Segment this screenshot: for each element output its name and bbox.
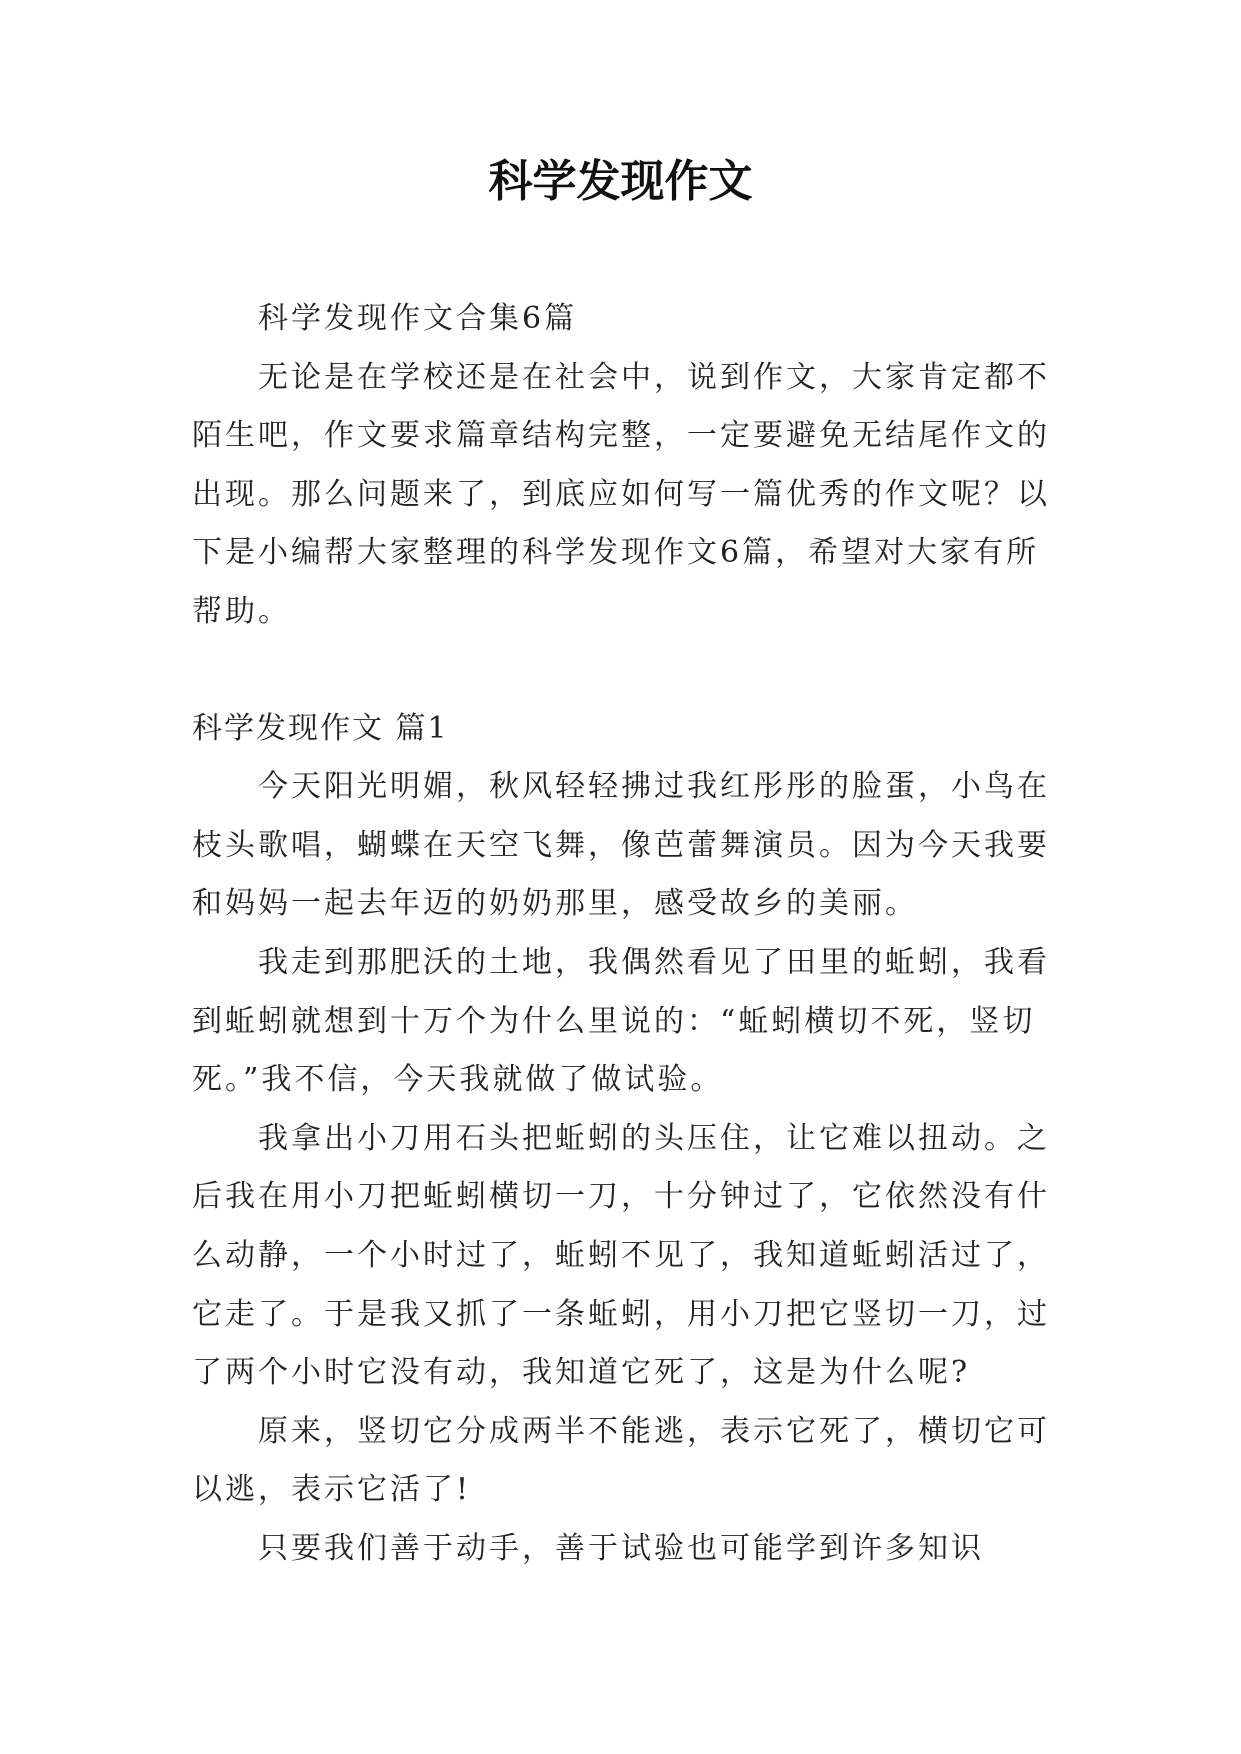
body-paragraph: 今天阳光明媚，秋风轻轻拂过我红彤彤的脸蛋，小鸟在枝头歌唱，蝴蝶在天空飞舞，像芭蕾舞演员。因为今天我要和妈妈一起去年迈的奶奶那里，感受故乡的美丽。: [192, 769, 1050, 922]
section-heading: 科学发现作文 篇1: [192, 710, 449, 746]
section-spacer: [192, 642, 1062, 700]
body-paragraph: 原来，竖切它分成两半不能逃，表示它死了，横切它可以逃，表示它活了!: [192, 1413, 1050, 1508]
document-title: 科学发现作文: [488, 156, 753, 207]
body-paragraph: 我走到那肥沃的土地，我偶然看见了田里的蚯蚓，我看到蚯蚓就想到十万个为什么里说的：“蚯蚓横切不死，竖切死。”我不信，今天我就做了做试验。: [192, 944, 1050, 1098]
body-paragraph: 只要我们善于动手，善于试验也可能学到许多知识: [258, 1530, 984, 1566]
collection-subtitle: 科学发现作文合集6篇: [258, 301, 578, 336]
document-body: [192, 290, 1062, 1578]
intro-paragraph: 无论是在学校还是在社会中，说到作文，大家肯定都不陌生吧，作文要求篇章结构完整，一定要避免无结尾作文的出现。那么问题来了，到底应如何写一篇优秀的作文呢？以下是小编帮大家整理的科学发现作文6篇，希望对大家有所帮助。: [192, 359, 1050, 629]
body-paragraph: 我拿出小刀用石头把蚯蚓的头压住，让它难以扭动。之后我在用小刀把蚯蚓横切一刀，十分钟过了，它依然没有什么动静，一个小时过了，蚯蚓不见了，我知道蚯蚓活过了，它走了。于是我又抓了一条蚯蚓，用小刀把它竖切一刀，过了两个小时它没有动，我知道它死了，这是为什么呢?: [192, 1120, 1050, 1391]
